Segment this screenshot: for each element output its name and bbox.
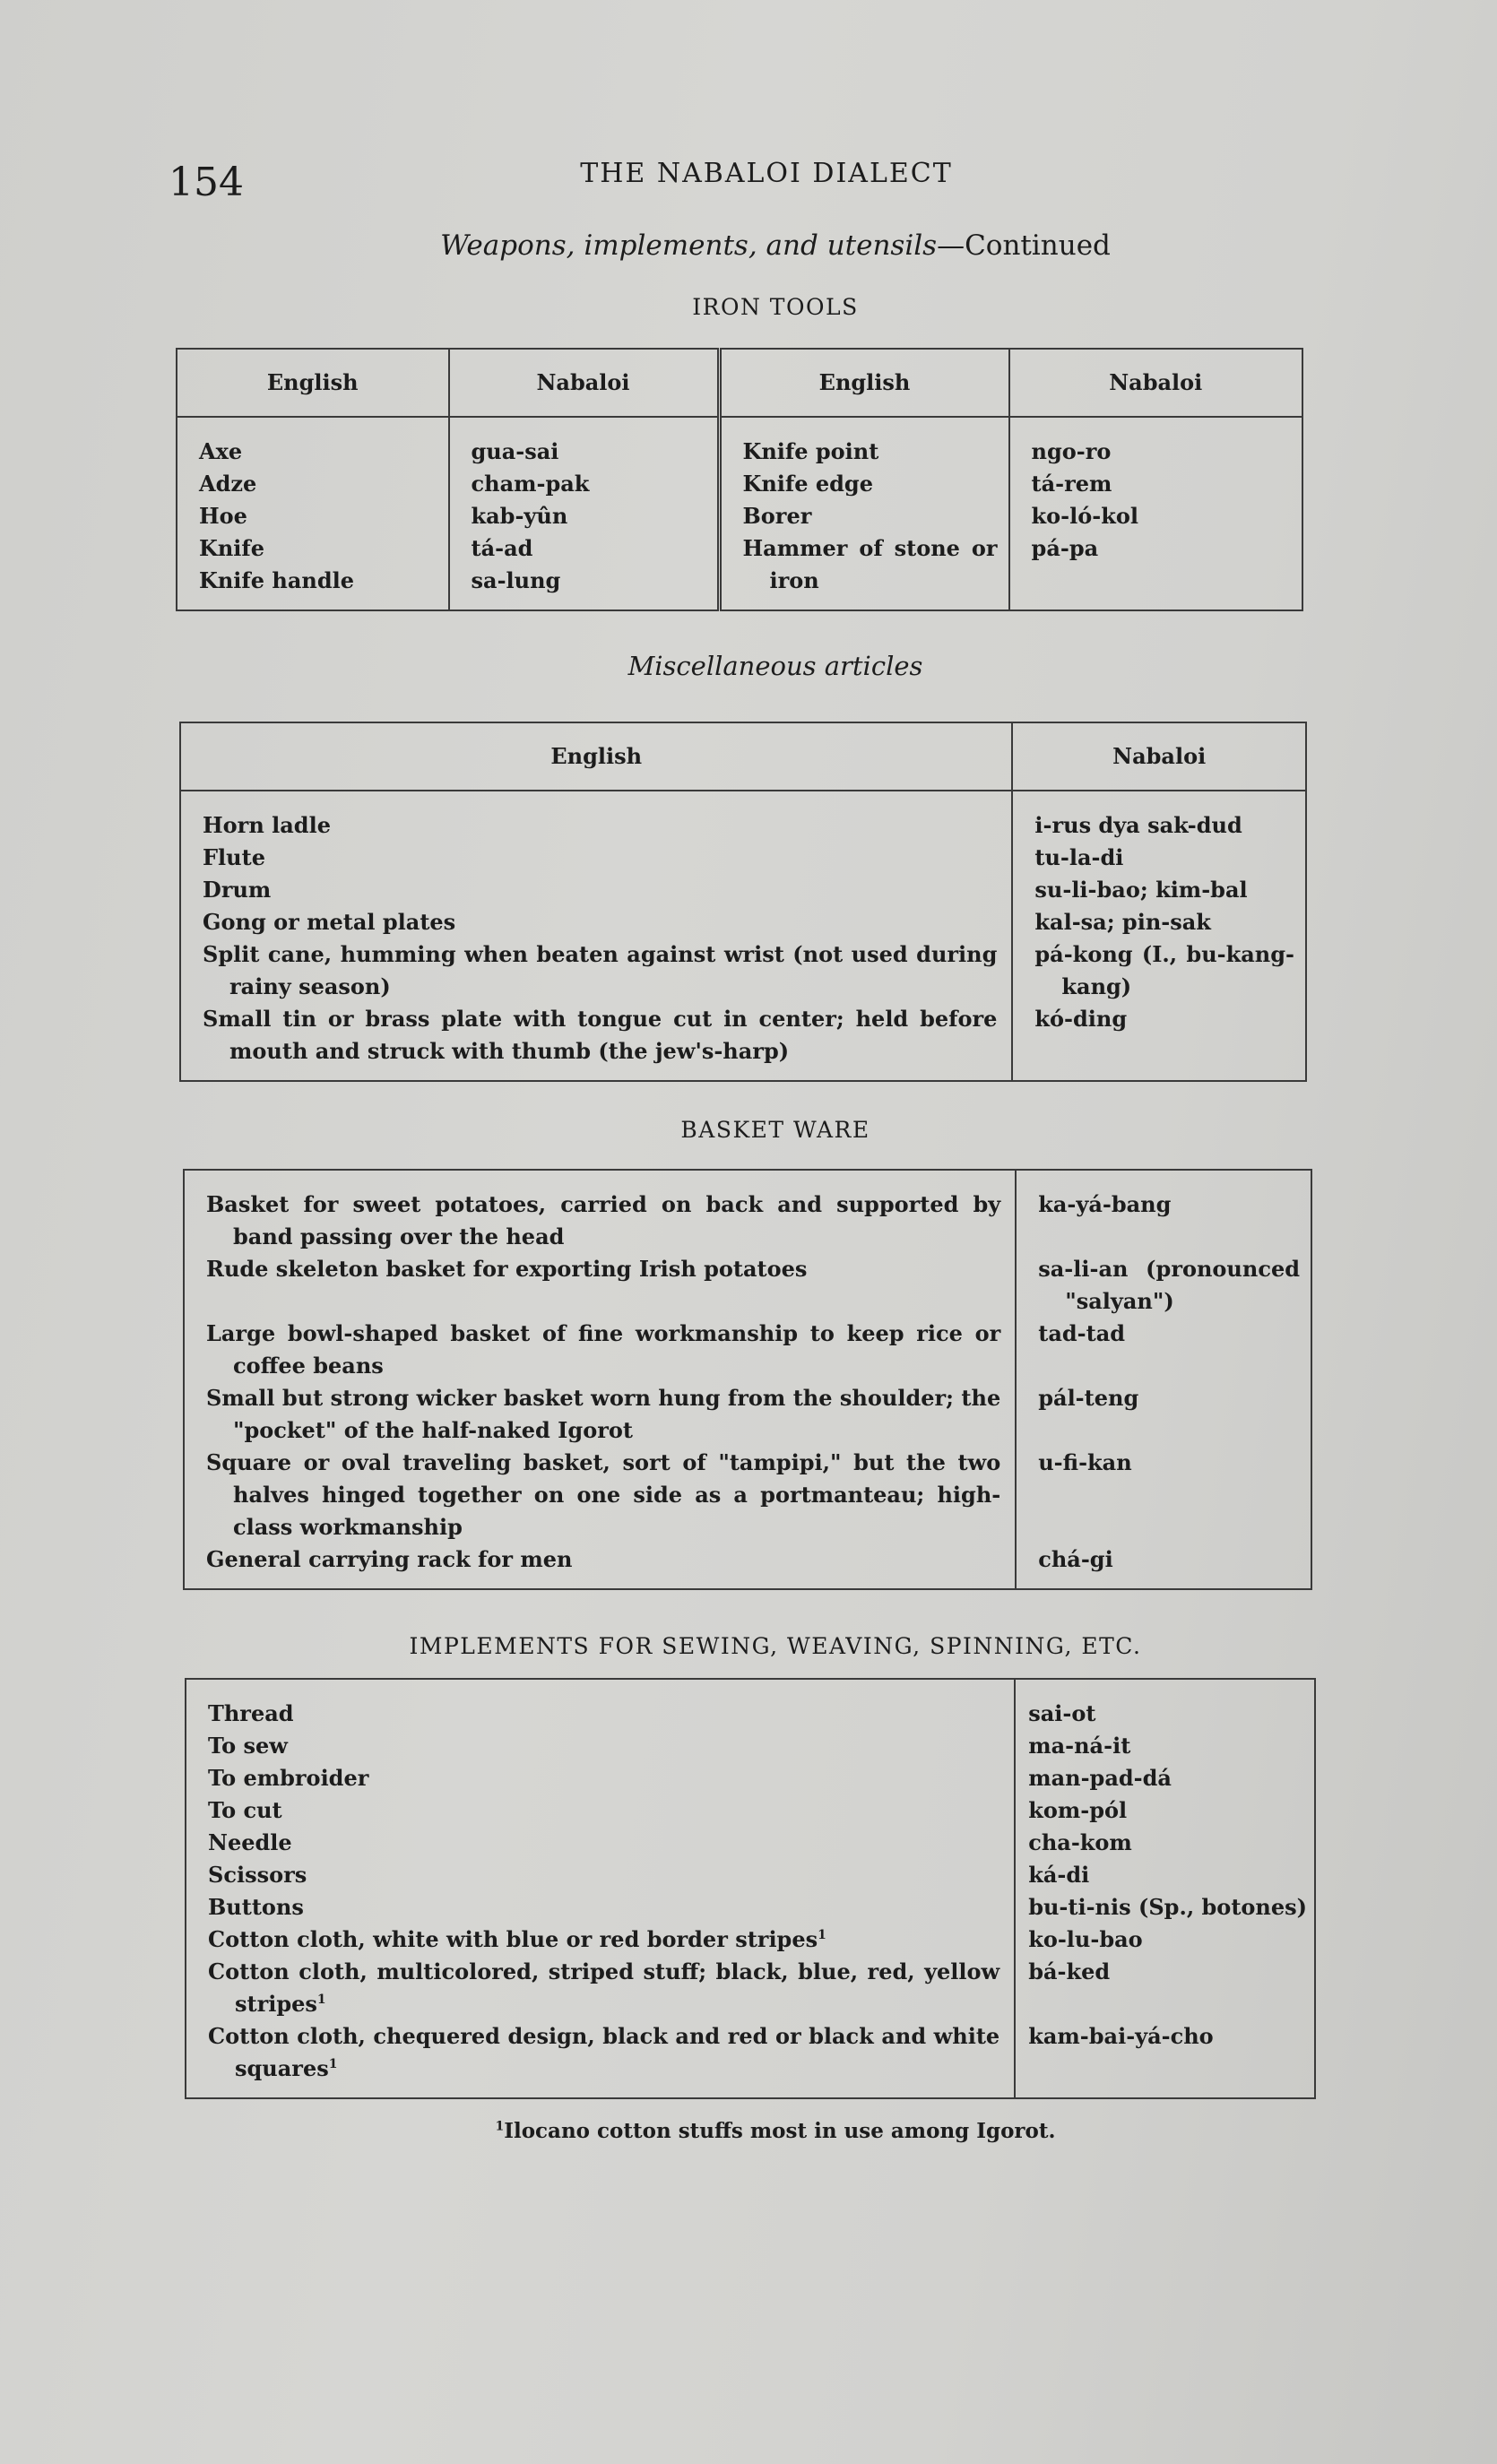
list-item: Borer bbox=[742, 503, 812, 529]
section-title-suffix: —Continued bbox=[937, 229, 1111, 262]
list-item: To cut bbox=[208, 1797, 282, 1823]
basket-english-cell bbox=[184, 1170, 1016, 1589]
page-number: 154 bbox=[169, 160, 244, 205]
running-head: THE NABALOI DIALECT bbox=[580, 158, 953, 189]
iron-tools-title: IRON TOOLS bbox=[692, 294, 859, 320]
iron-right-english-cell bbox=[719, 417, 1009, 610]
section-title-italic: Weapons, implements, and utensils bbox=[440, 229, 938, 262]
list-item: cham-pak bbox=[471, 471, 590, 497]
list-item: Buttons bbox=[208, 1894, 304, 1920]
iron-tools-table bbox=[176, 348, 1303, 611]
list-item: kó-ding bbox=[1034, 1006, 1128, 1032]
list-item: tu-la-di bbox=[1034, 844, 1124, 870]
list-item bbox=[208, 2020, 999, 2085]
list-item: ma-ná-it bbox=[1028, 1733, 1131, 1759]
misc-english-cell bbox=[180, 791, 1012, 1081]
list-item: Basket for sweet potatoes, carried on back and supported by band passing over the head bbox=[206, 1191, 1001, 1249]
list-item bbox=[208, 1956, 999, 2020]
footnote-text: Ilocano cotton stuffs most in use among Igorot. bbox=[504, 2119, 1056, 2143]
list-item: tá-rem bbox=[1031, 471, 1112, 497]
list-item-text: Cotton cloth, chequered design, black and red or black and white squares bbox=[208, 2023, 1000, 2081]
list-item: i-rus dya sak-dud bbox=[1034, 812, 1242, 838]
list-item: Thread bbox=[208, 1700, 294, 1726]
list-item: cha-kom bbox=[1028, 1829, 1132, 1855]
misc-header-nabaloi: Nabaloi bbox=[1012, 722, 1306, 791]
list-item-text: Cotton cloth, white with blue or red border stripes bbox=[208, 1926, 818, 1952]
list-item: Small tin or brass plate with tongue cut in center; held before mouth and struck with thumb (the jew's-harp) bbox=[203, 1006, 998, 1064]
misc-title: Miscellaneous articles bbox=[627, 651, 923, 681]
sewing-table bbox=[185, 1678, 1316, 2099]
iron-left-nabaloi-cell bbox=[449, 417, 720, 610]
list-item: Rude skeleton basket for exporting Irish potatoes bbox=[206, 1256, 808, 1282]
list-item: To embroider bbox=[208, 1765, 369, 1791]
list-item: kal-sa; pin-sak bbox=[1034, 909, 1211, 935]
list-item: Hoe bbox=[199, 503, 247, 529]
footnote-ref: 1 bbox=[818, 1928, 826, 1942]
list-item: u-fi-kan bbox=[1038, 1449, 1132, 1475]
list-item: ká-di bbox=[1028, 1862, 1090, 1888]
list-item: kom-pól bbox=[1028, 1797, 1128, 1823]
list-item: tad-tad bbox=[1038, 1320, 1126, 1346]
sewing-title: IMPLEMENTS FOR SEWING, WEAVING, SPINNING, ETC. bbox=[409, 1633, 1142, 1659]
list-item: General carrying rack for men bbox=[206, 1546, 573, 1572]
list-item: bu-ti-nis (Sp., botones) bbox=[1028, 1894, 1307, 1920]
list-item: Scissors bbox=[208, 1862, 307, 1888]
list-item: ngo-ro bbox=[1031, 438, 1112, 464]
list-item: Adze bbox=[199, 471, 257, 497]
list-item: sa-lung bbox=[471, 567, 561, 593]
iron-left-english-cell bbox=[177, 417, 449, 610]
list-item-text: Cotton cloth, multicolored, striped stuff; black, blue, red, yellow stripes bbox=[208, 1958, 1000, 2017]
list-item: pá-pa bbox=[1031, 535, 1099, 561]
list-item: Horn ladle bbox=[203, 812, 331, 838]
footnote-marker: 1 bbox=[495, 2119, 505, 2134]
misc-nabaloi-cell bbox=[1012, 791, 1306, 1081]
list-item: Gong or metal plates bbox=[203, 909, 456, 935]
iron-header-nabaloi-2: Nabaloi bbox=[1009, 349, 1302, 417]
list-item: Knife bbox=[199, 535, 265, 561]
sewing-english-cell bbox=[186, 1679, 1015, 2098]
sewing-nabaloi-cell bbox=[1015, 1679, 1315, 2098]
list-item: kam-bai-yá-cho bbox=[1028, 2023, 1214, 2049]
list-item: Square or oval traveling basket, sort of "tampipi," but the two halves hinged together on one side as a portmanteau; high-class workmanship bbox=[206, 1449, 1001, 1540]
list-item: Axe bbox=[199, 438, 243, 464]
list-item: ko-ló-kol bbox=[1031, 503, 1138, 529]
list-item: tá-ad bbox=[471, 535, 533, 561]
list-item: pá-kong (I., bu-kang-kang) bbox=[1034, 941, 1294, 999]
iron-header-english-2: English bbox=[719, 349, 1009, 417]
list-item: Knife point bbox=[742, 438, 879, 464]
list-item: Split cane, humming when beaten against wrist (not used during rainy season) bbox=[203, 941, 998, 999]
list-item: Needle bbox=[208, 1829, 292, 1855]
iron-header-nabaloi-1: Nabaloi bbox=[449, 349, 720, 417]
list-item: Flute bbox=[203, 844, 265, 870]
footnote-ref: 1 bbox=[328, 2057, 338, 2071]
list-item: sai-ot bbox=[1028, 1700, 1096, 1726]
list-item: To sew bbox=[208, 1733, 288, 1759]
section-title bbox=[0, 229, 1497, 262]
list-item: Small but strong wicker basket worn hung from the shoulder; the "pocket" of the half-naked Igorot bbox=[206, 1385, 1001, 1443]
misc-header-english: English bbox=[180, 722, 1012, 791]
list-item: ko-lu-bao bbox=[1028, 1926, 1143, 1952]
footnote bbox=[0, 2119, 1497, 2143]
basket-nabaloi-cell bbox=[1016, 1170, 1311, 1589]
list-item: chá-gi bbox=[1038, 1546, 1113, 1572]
list-item: pál-teng bbox=[1038, 1385, 1139, 1411]
iron-header-english-1: English bbox=[177, 349, 449, 417]
list-item: Hammer of stone or iron bbox=[742, 535, 998, 593]
list-item: Large bowl-shaped basket of fine workmanship to keep rice or coffee beans bbox=[206, 1320, 1001, 1379]
list-item: Drum bbox=[203, 877, 272, 903]
basket-title: BASKET WARE bbox=[680, 1117, 870, 1143]
list-item: ka-yá-bang bbox=[1038, 1191, 1172, 1217]
footnote-ref: 1 bbox=[316, 1993, 326, 2007]
list-item: bá-ked bbox=[1028, 1958, 1111, 1984]
list-item: Knife handle bbox=[199, 567, 354, 593]
list-item: man-pad-dá bbox=[1028, 1765, 1172, 1791]
iron-right-nabaloi-cell bbox=[1009, 417, 1302, 610]
list-item: su-li-bao; kim-bal bbox=[1034, 877, 1248, 903]
list-item: gua-sai bbox=[471, 438, 559, 464]
list-item: sa-li-an (pronounced "salyan") bbox=[1038, 1256, 1300, 1314]
list-item bbox=[208, 1924, 999, 1956]
misc-table bbox=[179, 722, 1307, 1082]
list-item: Knife edge bbox=[742, 471, 873, 497]
basket-table bbox=[183, 1169, 1312, 1590]
list-item: kab-yûn bbox=[471, 503, 568, 529]
